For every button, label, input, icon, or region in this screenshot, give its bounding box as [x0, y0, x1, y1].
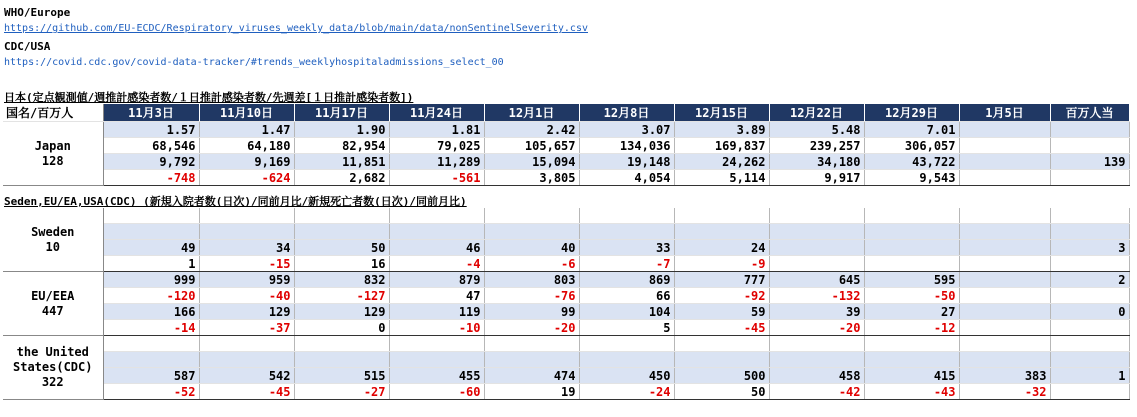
- usa-row: [3, 352, 1129, 368]
- sweden-row: [3, 240, 1129, 256]
- value-cell: 803: [484, 272, 579, 288]
- date-header-cell: 11月10日: [199, 104, 294, 122]
- value-cell: 2,682: [294, 170, 389, 186]
- value-cell: 11,851: [294, 154, 389, 170]
- japan-table: [3, 104, 1130, 186]
- value-cell: -92: [674, 288, 769, 304]
- value-cell: [199, 224, 294, 240]
- usa-row: [3, 336, 1129, 352]
- date-header-cell: 12月29日: [864, 104, 959, 122]
- value-cell: 3,805: [484, 170, 579, 186]
- value-cell: [294, 208, 389, 224]
- value-cell: [959, 170, 1050, 186]
- value-cell: 450: [579, 368, 674, 384]
- value-cell: 474: [484, 368, 579, 384]
- per-million-cell: [1050, 170, 1129, 186]
- value-cell: 0: [294, 320, 389, 336]
- value-cell: [579, 208, 674, 224]
- value-cell: 50: [674, 384, 769, 400]
- value-cell: [769, 336, 864, 352]
- value-cell: [959, 288, 1050, 304]
- per-million-cell: [1050, 352, 1129, 368]
- value-cell: [864, 224, 959, 240]
- value-cell: 3.07: [579, 122, 674, 138]
- value-cell: 645: [769, 272, 864, 288]
- value-cell: -624: [199, 170, 294, 186]
- usa-row: [3, 384, 1129, 400]
- sweden-label-line: Sweden: [31, 224, 75, 239]
- value-cell: 595: [864, 272, 959, 288]
- value-cell: 239,257: [769, 138, 864, 154]
- value-cell: [959, 240, 1050, 256]
- value-cell: 869: [579, 272, 674, 288]
- value-cell: [959, 304, 1050, 320]
- per-million-cell: [1050, 224, 1129, 240]
- value-cell: [959, 320, 1050, 336]
- value-cell: [103, 336, 199, 352]
- value-cell: [769, 352, 864, 368]
- per-million-cell: [1050, 288, 1129, 304]
- per-million-cell: [1050, 320, 1129, 336]
- value-cell: [959, 336, 1050, 352]
- value-cell: [769, 240, 864, 256]
- value-cell: [769, 256, 864, 272]
- value-cell: 49: [103, 240, 199, 256]
- value-cell: [389, 224, 484, 240]
- date-header-cell: 12月15日: [674, 104, 769, 122]
- value-cell: -4: [389, 256, 484, 272]
- per-million-cell: [1050, 256, 1129, 272]
- value-cell: -43: [864, 384, 959, 400]
- value-cell: 9,543: [864, 170, 959, 186]
- value-cell: 19,148: [579, 154, 674, 170]
- value-cell: -6: [484, 256, 579, 272]
- value-cell: 104: [579, 304, 674, 320]
- value-cell: 19: [484, 384, 579, 400]
- value-cell: 68,546: [103, 138, 199, 154]
- value-cell: -42: [769, 384, 864, 400]
- value-cell: -748: [103, 170, 199, 186]
- value-cell: 24: [674, 240, 769, 256]
- value-cell: 46: [389, 240, 484, 256]
- value-cell: 777: [674, 272, 769, 288]
- value-cell: [294, 224, 389, 240]
- date-header-cell: 1月5日: [959, 104, 1050, 122]
- value-cell: -52: [103, 384, 199, 400]
- per-million-cell: 139: [1050, 154, 1129, 170]
- value-cell: 500: [674, 368, 769, 384]
- value-cell: -132: [769, 288, 864, 304]
- value-cell: -37: [199, 320, 294, 336]
- eu-row: [3, 320, 1129, 336]
- value-cell: 59: [674, 304, 769, 320]
- value-cell: -9: [674, 256, 769, 272]
- value-cell: -45: [199, 384, 294, 400]
- value-cell: 999: [103, 272, 199, 288]
- eu-country-label: [3, 272, 103, 336]
- date-header-row: [3, 104, 1129, 122]
- value-cell: -15: [199, 256, 294, 272]
- value-cell: 542: [199, 368, 294, 384]
- value-cell: [579, 336, 674, 352]
- value-cell: 1.57: [103, 122, 199, 138]
- value-cell: 306,057: [864, 138, 959, 154]
- per-million-cell: [1050, 122, 1129, 138]
- value-cell: 3.89: [674, 122, 769, 138]
- value-cell: -40: [199, 288, 294, 304]
- value-cell: 43,722: [864, 154, 959, 170]
- value-cell: [864, 240, 959, 256]
- japan-row: [3, 154, 1129, 170]
- second-section-title: Seden,EU/EA,USA(CDC) (新規入院者数(日次)/同前月比/新規死亡者数(日次)/同前月比): [4, 195, 467, 208]
- value-cell: [484, 224, 579, 240]
- country-header-label: 国名/百万人: [3, 104, 103, 122]
- usa-country-label: [3, 336, 103, 400]
- value-cell: 383: [959, 368, 1050, 384]
- value-cell: [579, 224, 674, 240]
- value-cell: 64,180: [199, 138, 294, 154]
- usa-label-line: 322: [41, 375, 64, 389]
- value-cell: [674, 208, 769, 224]
- value-cell: 82,954: [294, 138, 389, 154]
- value-cell: [389, 208, 484, 224]
- eu-row: [3, 272, 1129, 288]
- value-cell: 39: [769, 304, 864, 320]
- hospital-death-table: [3, 208, 1130, 400]
- value-cell: [959, 208, 1050, 224]
- per-million-cell: [1050, 208, 1129, 224]
- eu-label-line: 447: [41, 303, 64, 318]
- value-cell: [484, 352, 579, 368]
- value-cell: -50: [864, 288, 959, 304]
- value-cell: [959, 224, 1050, 240]
- value-cell: [959, 122, 1050, 138]
- value-cell: 415: [864, 368, 959, 384]
- value-cell: 166: [103, 304, 199, 320]
- per-million-cell: 0: [1050, 304, 1129, 320]
- value-cell: [769, 224, 864, 240]
- eu-label-line: EU/EEA: [31, 288, 75, 303]
- value-cell: 5: [579, 320, 674, 336]
- value-cell: 879: [389, 272, 484, 288]
- per-million-cell: [1050, 384, 1129, 400]
- value-cell: [484, 208, 579, 224]
- value-cell: [389, 352, 484, 368]
- value-cell: -20: [769, 320, 864, 336]
- value-cell: [103, 208, 199, 224]
- date-header-cell: 11月3日: [103, 104, 199, 122]
- per-million-cell: 2: [1050, 272, 1129, 288]
- per-million-cell: 3: [1050, 240, 1129, 256]
- per-million-cell: [1050, 336, 1129, 352]
- value-cell: -14: [103, 320, 199, 336]
- value-cell: 47: [389, 288, 484, 304]
- value-cell: -45: [674, 320, 769, 336]
- japan-row: [3, 138, 1129, 154]
- value-cell: 16: [294, 256, 389, 272]
- sweden-label-line: 10: [45, 239, 60, 254]
- value-cell: [294, 336, 389, 352]
- value-cell: 1.47: [199, 122, 294, 138]
- value-cell: [199, 336, 294, 352]
- value-cell: 134,036: [579, 138, 674, 154]
- value-cell: [103, 224, 199, 240]
- who-data-link[interactable]: https://github.com/EU-ECDC/Respiratory_viruses_weekly_data/blob/main/data/nonSentinelSeverity.csv: [4, 23, 588, 34]
- date-header-cell: 12月22日: [769, 104, 864, 122]
- value-cell: -10: [389, 320, 484, 336]
- value-cell: 458: [769, 368, 864, 384]
- value-cell: [199, 352, 294, 368]
- per-million-cell: 1: [1050, 368, 1129, 384]
- value-cell: 33: [579, 240, 674, 256]
- japan-section-title: 日本(定点観測値/週推計感染者数/１日推計感染者数/先週差[１日推計感染者数]): [4, 91, 414, 104]
- value-cell: -76: [484, 288, 579, 304]
- value-cell: [864, 352, 959, 368]
- eu-row: [3, 304, 1129, 320]
- value-cell: 1.90: [294, 122, 389, 138]
- value-cell: [579, 352, 674, 368]
- value-cell: -127: [294, 288, 389, 304]
- value-cell: 15,094: [484, 154, 579, 170]
- value-cell: 66: [579, 288, 674, 304]
- value-cell: 515: [294, 368, 389, 384]
- value-cell: 2.42: [484, 122, 579, 138]
- value-cell: -20: [484, 320, 579, 336]
- cdc-data-link[interactable]: https://covid.cdc.gov/covid-data-tracker/#trends_weeklyhospitaladmissions_select_00: [4, 57, 504, 68]
- value-cell: 27: [864, 304, 959, 320]
- value-cell: -60: [389, 384, 484, 400]
- sweden-country-label: [3, 208, 103, 272]
- per-million-cell: [1050, 138, 1129, 154]
- value-cell: 129: [199, 304, 294, 320]
- japan-row: [3, 122, 1129, 138]
- japan-country-label: [3, 122, 103, 186]
- value-cell: [769, 208, 864, 224]
- value-cell: -120: [103, 288, 199, 304]
- sweden-row: [3, 224, 1129, 240]
- value-cell: 24,262: [674, 154, 769, 170]
- value-cell: [484, 336, 579, 352]
- value-cell: 79,025: [389, 138, 484, 154]
- who-label: WHO/Europe: [4, 6, 71, 19]
- value-cell: 34,180: [769, 154, 864, 170]
- value-cell: 129: [294, 304, 389, 320]
- value-cell: 587: [103, 368, 199, 384]
- value-cell: [959, 352, 1050, 368]
- sweden-row: [3, 256, 1129, 272]
- value-cell: [959, 154, 1050, 170]
- value-cell: 832: [294, 272, 389, 288]
- date-header-cell: 12月1日: [484, 104, 579, 122]
- value-cell: 50: [294, 240, 389, 256]
- usa-label-line: the United: [16, 345, 89, 359]
- value-cell: 169,837: [674, 138, 769, 154]
- value-cell: -32: [959, 384, 1050, 400]
- value-cell: 455: [389, 368, 484, 384]
- value-cell: 11,289: [389, 154, 484, 170]
- value-cell: [864, 336, 959, 352]
- date-header-cell: 11月17日: [294, 104, 389, 122]
- value-cell: 5,114: [674, 170, 769, 186]
- value-cell: 9,917: [769, 170, 864, 186]
- japan-row: [3, 170, 1129, 186]
- value-cell: 4,054: [579, 170, 674, 186]
- per-million-header: 百万人当: [1050, 104, 1129, 122]
- value-cell: [389, 336, 484, 352]
- value-cell: [103, 352, 199, 368]
- value-cell: [199, 208, 294, 224]
- value-cell: 34: [199, 240, 294, 256]
- eu-row: [3, 288, 1129, 304]
- usa-row: [3, 368, 1129, 384]
- value-cell: [674, 352, 769, 368]
- value-cell: [674, 224, 769, 240]
- value-cell: 5.48: [769, 122, 864, 138]
- value-cell: 9,169: [199, 154, 294, 170]
- value-cell: [294, 352, 389, 368]
- value-cell: -7: [579, 256, 674, 272]
- value-cell: -561: [389, 170, 484, 186]
- value-cell: 119: [389, 304, 484, 320]
- japan-label-line: Japan: [34, 138, 71, 153]
- value-cell: 105,657: [484, 138, 579, 154]
- date-header-cell: 11月24日: [389, 104, 484, 122]
- value-cell: 1.81: [389, 122, 484, 138]
- value-cell: -24: [579, 384, 674, 400]
- sweden-row: [3, 208, 1129, 224]
- japan-label-line: 128: [41, 153, 64, 168]
- value-cell: [864, 256, 959, 272]
- value-cell: -12: [864, 320, 959, 336]
- date-header-cell: 12月8日: [579, 104, 674, 122]
- value-cell: [959, 138, 1050, 154]
- value-cell: 959: [199, 272, 294, 288]
- value-cell: [674, 336, 769, 352]
- value-cell: 99: [484, 304, 579, 320]
- value-cell: 9,792: [103, 154, 199, 170]
- value-cell: 40: [484, 240, 579, 256]
- value-cell: [959, 256, 1050, 272]
- value-cell: [959, 272, 1050, 288]
- value-cell: [864, 208, 959, 224]
- value-cell: 7.01: [864, 122, 959, 138]
- value-cell: -27: [294, 384, 389, 400]
- usa-label-line: States(CDC): [13, 360, 93, 374]
- value-cell: 1: [103, 256, 199, 272]
- cdc-label: CDC/USA: [4, 40, 51, 53]
